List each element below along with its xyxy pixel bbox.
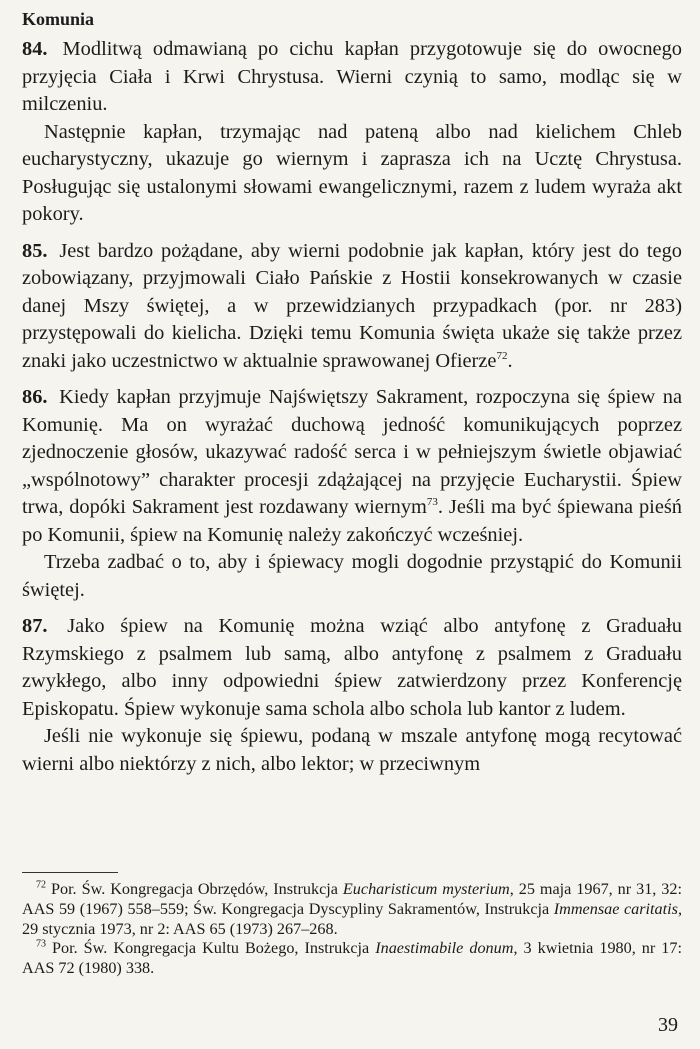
- section-title: Komunia: [22, 9, 95, 29]
- paragraph-86-continued: [22, 549, 682, 604]
- footnote-73: [22, 939, 682, 979]
- footnote-text: Por. Św. Kongregacja Kultu Bożego, Instrukcja: [52, 939, 376, 958]
- footnotes: [22, 880, 682, 979]
- footnote-title: Immensae caritatis: [553, 899, 678, 918]
- paragraph-87: [22, 613, 682, 723]
- paragraph-text: Jest bardzo pożądane, aby wierni podobnie jak kapłan, który jest do tego zobowiązany, przyjmowali Ciało Pańskie z Hostii konsekrowanych w czasie danej Mszy świętej, a w przewidzianych przypadkach (por. nr 283) przystępowali do kielicha. Dzięki temu Komunia święta ukaże się także przez znaki jako uczestnictwo w aktualnie sprawowanej Ofierze: [22, 239, 682, 372]
- footnote-72: [22, 880, 682, 939]
- paragraph-text: Jako śpiew na Komunię można wziąć albo antyfonę z Graduału Rzymskiego z psalmem lub samą, albo antyfonę z psalmem z Graduału zwykłego, albo inny odpowiedni śpiew zatwierdzony przez Konferencję Episkopatu. Śpiew wykonuje sama schola albo schola lub kantor z ludem.: [22, 615, 682, 720]
- paragraph-text-tail: .: [507, 349, 513, 372]
- paragraph-87-continued: [22, 723, 682, 778]
- paragraph-number: 87.: [22, 615, 48, 637]
- paragraph-text: Modlitwą odmawianą po cichu kapłan przygotowuje się do owocnego przyjęcia Ciała i Krwi Chrystusa. Wierni czynią to samo, modląc się w milczeniu.: [22, 38, 682, 115]
- footnote-text: , 3 kwietnia 1980, nr 17: AAS 72 (1980) 338.: [22, 939, 682, 978]
- footnote-mark: 72: [36, 879, 46, 891]
- paragraph-text: Trzeba zadbać o to, aby i śpiewacy mogli dogodnie przystąpić do Komunii świętej.: [22, 551, 682, 601]
- footnote-divider: [22, 872, 118, 873]
- paragraph-86: [22, 384, 682, 549]
- paragraph-text: Następnie kapłan, trzymając nad pateną albo nad kielichem Chleb eucharystyczny, ukazuje go wiernym i zaprasza ich na Ucztę Chrystusa. Posługując się ustalonymi słowami ewangelicznymi, razem z ludem wyraża akt pokory.: [22, 120, 682, 225]
- footnote-title: Inaestimabile donum: [375, 939, 514, 958]
- footnote-mark: 73: [36, 939, 46, 950]
- paragraph-text: Kiedy kapłan przyjmuje Najświętszy Sakrament, rozpoczyna się śpiew na Komunię. Ma on wyrażać duchową jedność komunikujących poprzez zjednoczenie głosów, ukazywać radość serca i w pełniejszym świetle objawiać „wspólnotowy” charakter procesji zdążającej na przyjęcie Eucharystii. Śpiew trwa, dopóki Sakrament jest rozdawany wiernym: [22, 386, 682, 518]
- footnote-ref-72: 72: [496, 349, 508, 362]
- footnote-text: , 25 maja 1967, nr 31, 32: AAS 59 (1967) 558–559; Św. Kongregacja Dyscypliny Sakramentów, Instrukcja: [22, 880, 682, 918]
- footnote-text: , 29 stycznia 1973, nr 2: AAS 65 (1973) 267–268.: [22, 899, 682, 938]
- paragraph-85: [22, 238, 682, 376]
- footnote-title: Eucharisticum mysterium: [342, 880, 510, 898]
- paragraph-84: [22, 36, 682, 119]
- paragraph-84-continued: [22, 119, 682, 229]
- paragraph-text: Jeśli nie wykonuje się śpiewu, podaną w mszale antyfonę mogą recytować wierni albo niektórzy z nich, albo lektor; w przeciwnym: [22, 725, 682, 775]
- footnote-ref-73: 73: [426, 496, 438, 509]
- paragraph-number: 85.: [22, 239, 48, 262]
- page-number: 39: [658, 1014, 678, 1036]
- footnote-text: Por. Św. Kongregacja Obrzędów, Instrukcja: [50, 880, 343, 898]
- paragraph-number: 86.: [22, 386, 48, 408]
- paragraph-number: 84.: [22, 38, 48, 60]
- page-body: [22, 8, 682, 778]
- paragraph-text-tail: . Jeśli ma być śpiewana pieśń po Komunii, śpiew na Komunię należy zakończyć wcześniej.: [22, 496, 682, 546]
